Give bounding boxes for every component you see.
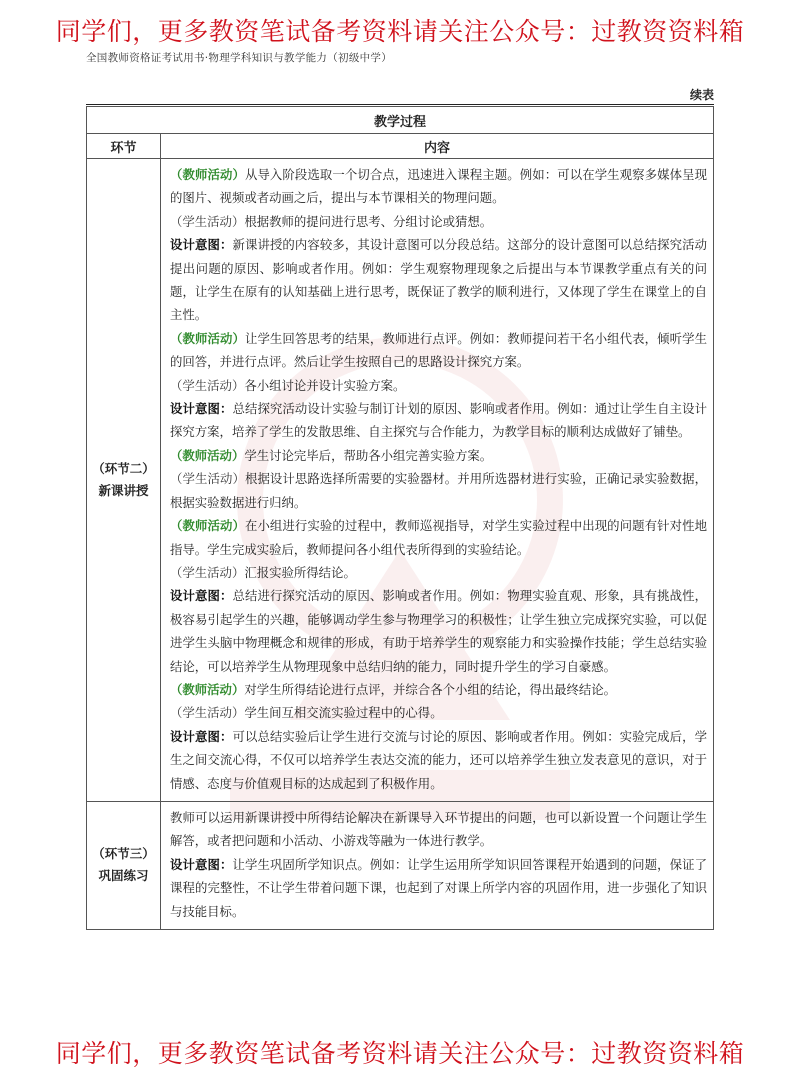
stage-title: 巩固练习 [98, 868, 149, 884]
column-header-content: 内容 [161, 134, 714, 159]
table-title: 教学过程 [87, 107, 714, 134]
promo-banner-bottom: 同学们，更多教资笔试备考资料请关注公众号：过教资资料箱 [55, 1039, 745, 1068]
design-intent-tag: 设计意图： [170, 401, 233, 417]
continued-label: 续表 [689, 88, 714, 102]
teacher-activity-tag: （教师活动） [170, 518, 245, 534]
table-row [87, 159, 714, 802]
design-intent-tag: 设计意图： [170, 728, 233, 744]
content-paragraph [170, 327, 707, 374]
design-intent-tag: 设计意图： [170, 588, 233, 604]
stage-label [87, 801, 161, 929]
content-paragraph [170, 210, 707, 233]
content-paragraph [170, 701, 707, 724]
content-paragraph [170, 561, 707, 584]
stage-number: （环节三） [92, 846, 155, 862]
stage-content [161, 159, 714, 802]
content-paragraph [170, 584, 707, 678]
paragraph-text: 学生间互相交流实验过程中的心得。 [244, 705, 443, 721]
content-paragraph [170, 233, 707, 327]
teacher-activity-tag: （教师活动） [170, 681, 245, 697]
design-intent-tag: 设计意图： [170, 856, 233, 872]
content-paragraph [170, 725, 707, 795]
paragraph-text: 各小组讨论并设计实验方案。 [244, 377, 406, 393]
paragraph-text: 让学生巩固所学知识点。例如：让学生运用所学知识回答课程开始遇到的问题，保证了课程的完整性，不让学生带着问题下课，也起到了对课上所学内容的巩固作用，进一步强化了知识与技能目标。 [170, 856, 708, 919]
promo-banner-top: 同学们，更多教资笔试备考资料请关注公众号：过教资资料箱 [55, 17, 745, 46]
content-paragraph [170, 374, 707, 397]
stage-content [161, 801, 714, 929]
paragraph-text: 可以总结实验后让学生进行交流与讨论的原因、影响或者作用。例如：实验完成后，学生之间交流心得，不仅可以培养学生表达交流的能力，还可以培养学生独立发表意见的意识，对于情感、态度与价值观目标的达成起到了积极作用。 [170, 728, 708, 791]
running-head: 全国教师资格证考试用书·物理学科知识与教学能力（初级中学） [86, 52, 393, 64]
top-rule [86, 104, 714, 105]
teacher-activity-tag: （教师活动） [170, 330, 245, 346]
student-activity-tag: （学生活动） [170, 471, 245, 487]
paragraph-text: 根据设计思路选择所需要的实验器材。并用所选器材进行实验，正确记录实验数据，根据实验数据进行归纳。 [170, 471, 708, 510]
paragraph-text: 总结进行探究活动的原因、影响或者作用。例如：物理实验直观、形象，具有挑战性，极容易引起学生的兴趣，能够调动学生参与物理学习的积极性；让学生独立完成探究实验，可以促进学生头脑中物理概念和规律的形成，有助于培养学生的观察能力和实验操作技能；学生总结实验结论，可以培养学生从物理现象中总结归纳的能力，同时提升学生的学习自豪感。 [170, 588, 708, 674]
content-paragraph [170, 514, 707, 561]
stage-title: 新课讲授 [98, 482, 149, 498]
student-activity-tag: （学生活动） [170, 564, 245, 580]
content-paragraph [170, 806, 707, 853]
teaching-process-table [86, 106, 714, 930]
column-header-stage: 环节 [87, 134, 161, 159]
content-paragraph [170, 678, 707, 701]
content-paragraph [170, 444, 707, 467]
stage-label [87, 159, 161, 802]
student-activity-tag: （学生活动） [170, 213, 245, 229]
content-paragraph [170, 467, 707, 514]
student-activity-tag: （学生活动） [170, 705, 245, 721]
student-activity-tag: （学生活动） [170, 377, 245, 393]
content-paragraph [170, 853, 707, 923]
teacher-activity-tag: （教师活动） [170, 447, 245, 463]
paragraph-text: 从导入阶段选取一个切合点，迅速进入课程主题。例如：可以在学生观察多媒体呈现的图片、视频或者动画之后，提出与本节课相关的物理问题。 [170, 167, 708, 206]
paragraph-text: 汇报实验所得结论。 [244, 564, 356, 580]
paragraph-text: 新课讲授的内容较多，其设计意图可以分段总结。这部分的设计意图可以总结探究活动提出问题的原因、影响或者作用。例如：学生观察物理现象之后提出与本节课教学重点有关的问题，让学生在原有的认知基础上进行思考，既保证了教学的顺利进行，又体现了学生在课堂上的自主性。 [170, 237, 708, 323]
paragraph-text: 让学生回答思考的结果，教师进行点评。例如：教师提问若干名小组代表，倾听学生的回答，并进行点评。然后让学生按照自己的思路设计探究方案。 [170, 330, 708, 370]
content-paragraph [170, 397, 707, 444]
paragraph-text: 在小组进行实验的过程中，教师巡视指导，对学生实验过程中出现的问题有针对性地指导。学生完成实验后，教师提问各小组代表所得到的实验结论。 [170, 518, 708, 557]
paragraph-text: 教师可以运用新课讲授中所得结论解决在新课导入环节提出的问题，也可以新设置一个问题让学生解答，或者把问题和小活动、小游戏等融为一体进行教学。 [170, 809, 707, 849]
table-row [87, 801, 714, 929]
design-intent-tag: 设计意图： [170, 237, 233, 253]
paragraph-text: 总结探究活动设计实验与制订计划的原因、影响或者作用。例如：通过让学生自主设计探究方案，培养了学生的发散思维、自主探究与合作能力，为教学目标的顺利达成做好了铺垫。 [170, 401, 708, 440]
teacher-activity-tag: （教师活动） [170, 167, 245, 182]
stage-number: （环节二） [92, 460, 155, 476]
content-paragraph [170, 163, 707, 210]
paragraph-text: 对学生所得结论进行点评，并综合各个小组的结论，得出最终结论。 [244, 681, 617, 697]
paragraph-text: 根据教师的提问进行思考、分组讨论或猜想。 [244, 213, 493, 229]
paragraph-text: 学生讨论完毕后，帮助各小组完善实验方案。 [244, 447, 493, 463]
